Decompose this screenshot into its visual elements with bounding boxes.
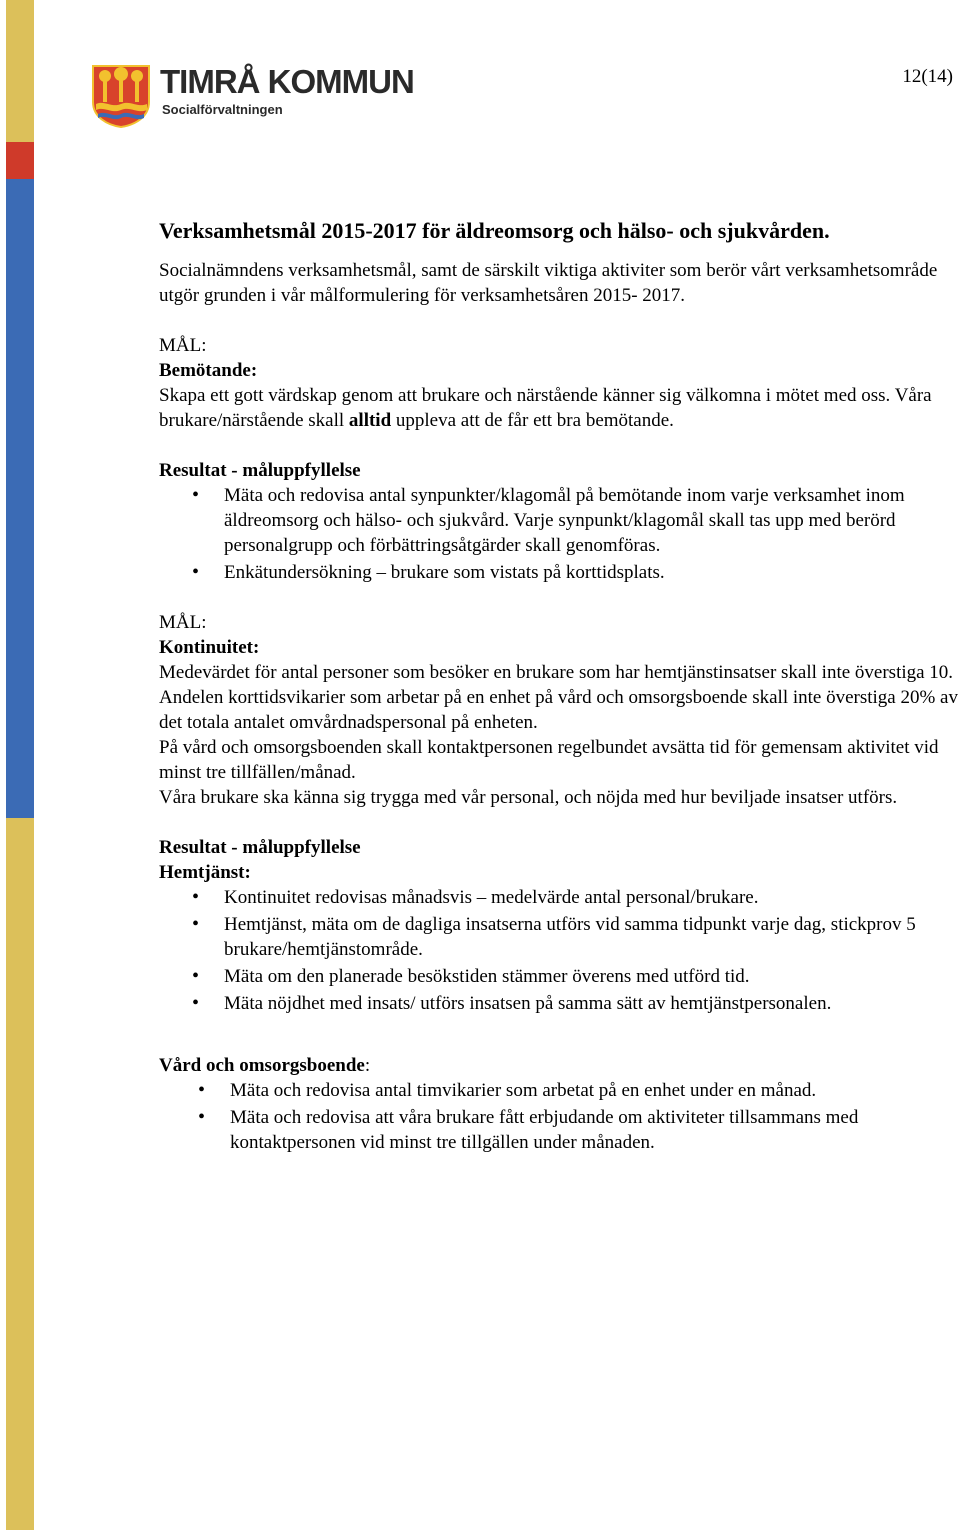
goal1-subheading: Bemötande: xyxy=(159,360,258,381)
goal2-paragraph: Våra brukare ska känna sig trygga med vår personal, och nöjda med hur beviljade insatser utförs. xyxy=(159,787,898,808)
goal1-result-heading: Resultat - måluppfyllelse xyxy=(159,460,361,481)
list-item: • Hemtjänst, mäta om de dagliga insatserna utförs vid samma tidpunkt varje dag, stickprov 5 brukare/hemtjänstområde. xyxy=(159,912,959,962)
list-item: • Kontinuitet redovisas månadsvis – medelvärde antal personal/brukare. xyxy=(159,885,959,910)
list-item: • Mäta och redovisa antal timvikarier som arbetat på en enhet under en månad. xyxy=(159,1078,959,1103)
side-stripe-blue xyxy=(6,179,34,818)
side-stripe-yellow-top xyxy=(6,0,34,142)
page-number: 12(14) xyxy=(902,66,953,87)
vard-heading: Vård och omsorgsboende: xyxy=(159,1055,371,1076)
side-stripe-red xyxy=(6,142,34,179)
logo-title: TIMRÅ KOMMUN xyxy=(160,63,414,100)
goal1-heading: MÅL: xyxy=(159,335,207,356)
logo-subtitle: Socialförvaltningen xyxy=(162,102,283,117)
hemtjanst-heading: Hemtjänst: xyxy=(159,862,251,883)
goal2-heading: MÅL: xyxy=(159,612,207,633)
side-stripe-yellow-bottom xyxy=(6,818,34,1530)
list-item: • Mäta och redovisa att våra brukare fått erbjudande om aktiviteter tillsammans med kontaktpersonen vid minst tre tillgällen under månaden. xyxy=(159,1105,959,1155)
document-body xyxy=(159,216,959,1155)
vard-list xyxy=(159,1078,959,1155)
hemtjanst-list xyxy=(159,885,959,1016)
goal2-paragraph: Medevärdet för antal personer som besöker en brukare som har hemtjänstinsatser skall inte överstiga 10. xyxy=(159,662,954,683)
goal1-result-list xyxy=(159,483,959,585)
timra-kommun-logo xyxy=(90,62,414,132)
list-item: • Enkätundersökning – brukare som vistats på korttidsplats. xyxy=(159,560,959,585)
intro-paragraph: Socialnämndens verksamhetsmål, samt de särskilt viktiga aktiviter som berör vårt verksamhetsområde utgör grunden i vår målformulering för verksamhetsåren 2015- 2017. xyxy=(159,260,938,306)
goal1-text: Skapa ett gott värdskap genom att brukare och närstående känner sig välkomna i mötet med oss. Våra brukare/närstående skall alltid uppleva att de får ett bra bemötande. xyxy=(159,385,932,431)
goal2-paragraph: Andelen korttidsvikarier som arbetar på en enhet på vård och omsorgsboende skall inte överstiga 20% av det totala antalet omvårdnadspersonal på enheten. xyxy=(159,687,958,733)
list-item: • Mäta om den planerade besökstiden stämmer överens med utförd tid. xyxy=(159,964,959,989)
list-item: • Mäta nöjdhet med insats/ utförs insatsen på samma sätt av hemtjänstpersonalen. xyxy=(159,991,959,1016)
goal2-paragraph: På vård och omsorgsboenden skall kontaktpersonen regelbundet avsätta tid för gemensam aktivitet vid minst tre tillfällen/månad. xyxy=(159,737,939,783)
list-item: • Mäta och redovisa antal synpunkter/klagomål på bemötande inom varje verksamhet inom äldreomsorg och hälso- och sjukvård. Varje synpunkt/klagomål skall tas upp med berörd personalgrupp och förbättringsåtgärder skall genomföras. xyxy=(159,483,959,558)
page-title: Verksamhetsmål 2015-2017 för äldreomsorg och hälso- och sjukvården. xyxy=(159,218,830,243)
goal2-result-heading: Resultat - måluppfyllelse xyxy=(159,837,361,858)
municipality-emblem-icon xyxy=(90,62,152,128)
goal2-subheading: Kontinuitet: xyxy=(159,637,260,658)
